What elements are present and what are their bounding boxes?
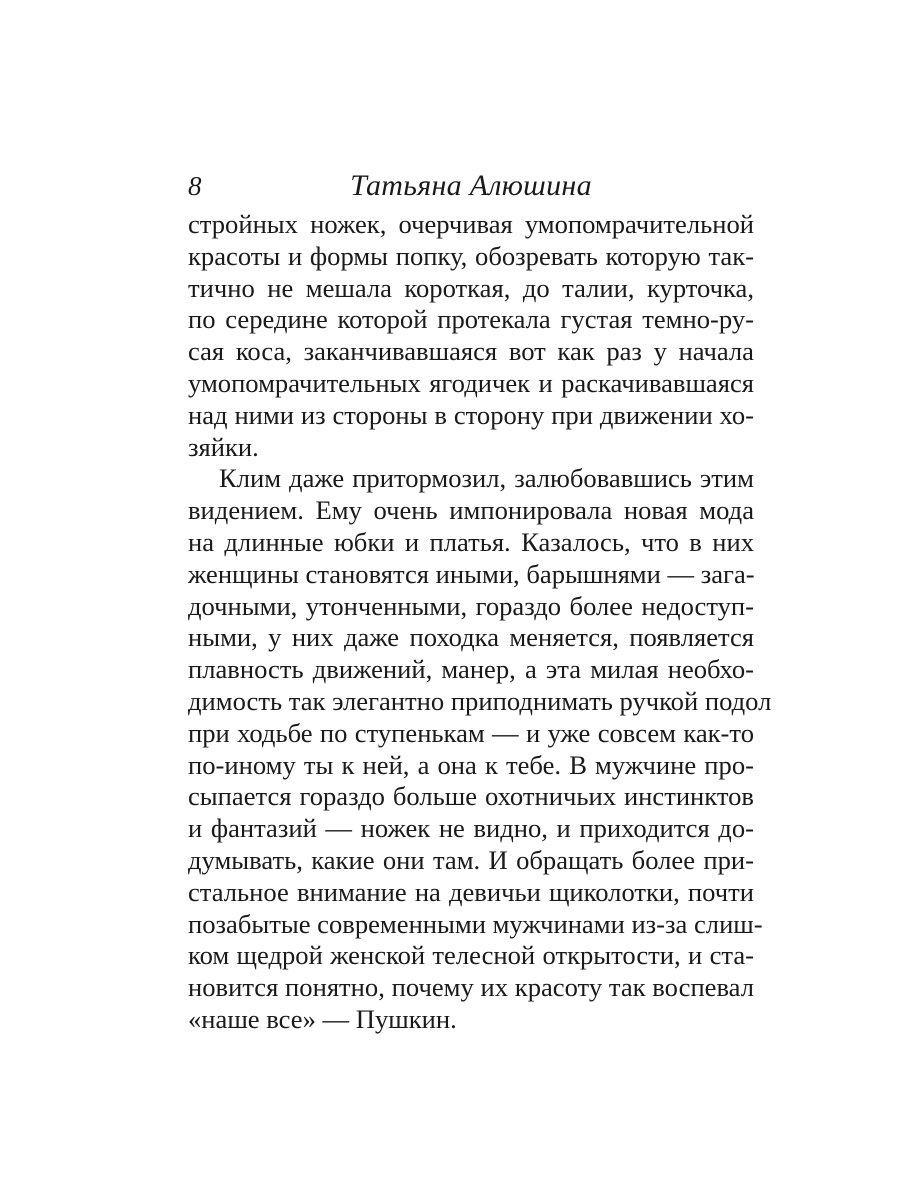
running-head <box>188 166 754 206</box>
text-line: зяйки. <box>188 431 259 462</box>
text-line: при ходьбе по ступенькам — и уже совсем как-то <box>188 717 754 748</box>
text-line: «наше все» — Пушкин. <box>188 1003 457 1034</box>
text-line: по середине которой протекала густая темно-ру- <box>188 304 754 335</box>
text-line: думывать, какие они там. И обращать более при- <box>188 844 754 875</box>
text-line: на длинные юбки и платья. Казалось, что в них <box>188 526 754 557</box>
text-line: и фантазий — ножек не видно, и приходится до- <box>188 813 754 844</box>
text-line: ными, у них даже походка меняется, появляется <box>188 622 754 653</box>
text-line: дочными, утонченными, гораздо более недоступ- <box>188 590 754 621</box>
text-line: димость так элегантно приподнимать ручкой подол <box>188 685 772 716</box>
author-name: Татьяна Алюшина <box>350 169 592 202</box>
text-line: тично не мешала короткая, до талии, курточка, <box>188 272 754 303</box>
text-line: новится понятно, почему их красоту так воспевал <box>188 972 754 1003</box>
text-line: сыпается гораздо больше охотничьих инстинктов <box>188 781 754 812</box>
text-line: позабытые современными мужчинами из-за слиш- <box>188 908 763 939</box>
text-line: Клим даже притормозил, залюбовавшись этим <box>219 463 754 494</box>
text-line: стальное внимание на девичьи щиколотки, почти <box>188 876 754 907</box>
text-line: умопомрачительных ягодичек и раскачивавшаяся <box>188 367 754 398</box>
text-line: женщины становятся иными, барышнями — зага- <box>188 558 755 589</box>
text-line: по-иному ты к ней, а она к тебе. В мужчине про- <box>188 749 754 780</box>
text-line: красоты и формы попку, обозревать которую так- <box>188 240 754 271</box>
text-line: сая коса, заканчивавшаяся вот как раз у начала <box>188 336 754 367</box>
text-line: ком щедрой женской телесной открытости, и ста- <box>188 940 754 971</box>
text-line: видением. Ему очень импонировала новая мода <box>188 495 754 526</box>
text-line: плавность движений, манер, а эта милая необхо- <box>188 654 754 685</box>
text-line: над ними из стороны в сторону при движении хо- <box>188 399 754 430</box>
body-text <box>188 209 772 1036</box>
page-number: 8 <box>188 171 202 201</box>
text-line: стройных ножек, очерчивая умопомрачительной <box>188 209 754 239</box>
